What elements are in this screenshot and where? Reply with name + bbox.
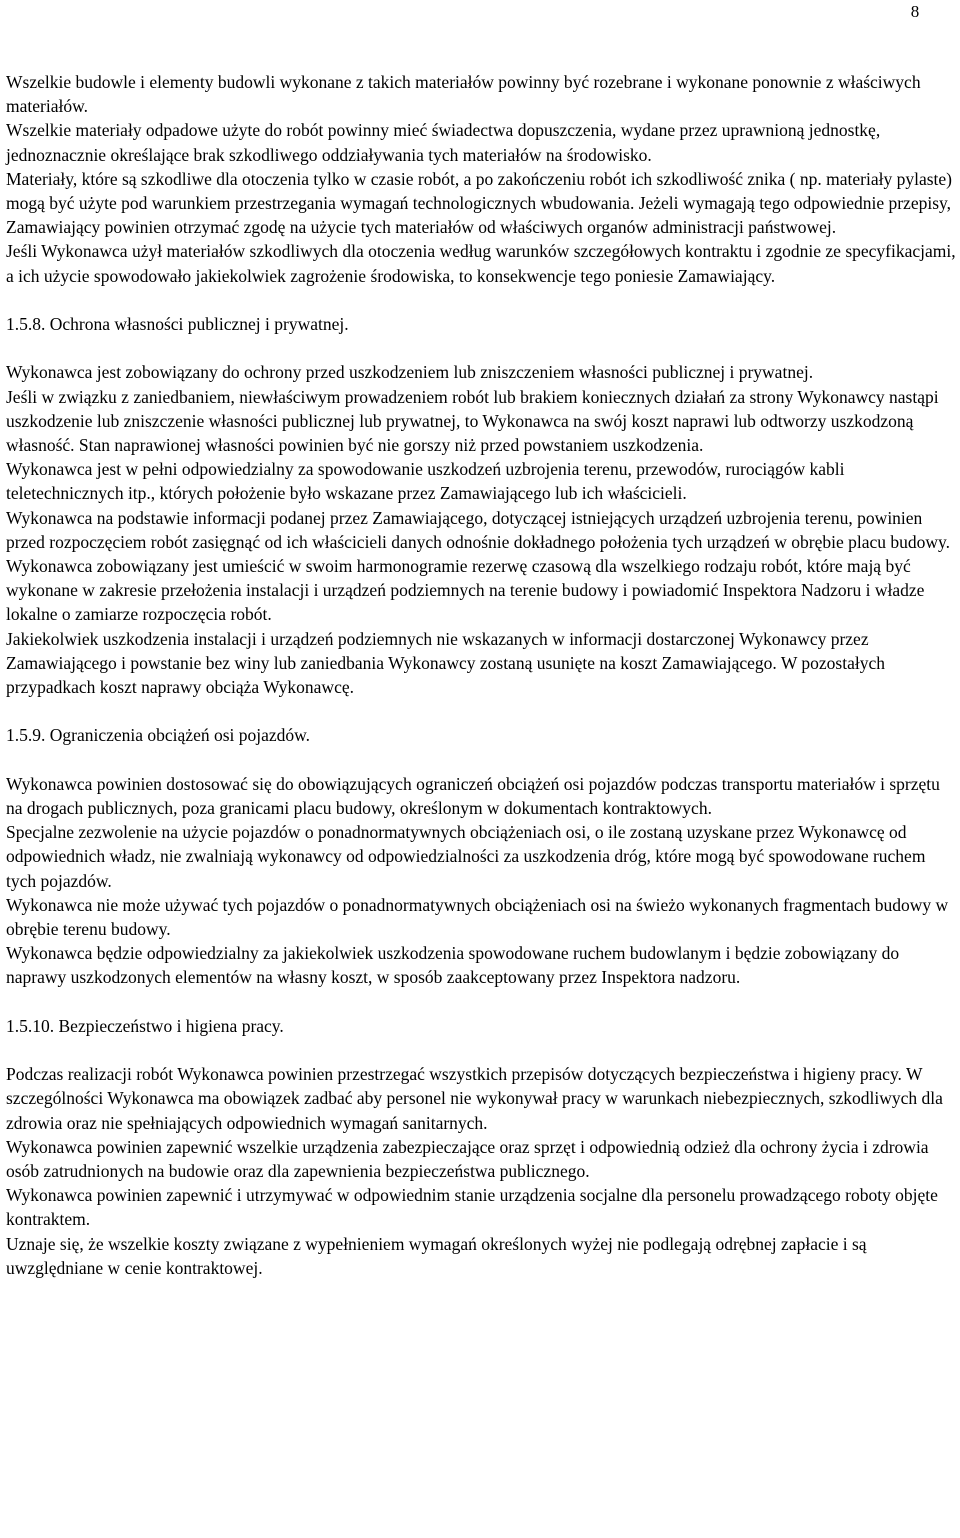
section-heading: 1.5.9. Ograniczenia obciążeń osi pojazdów. <box>6 725 311 746</box>
spacer <box>6 748 956 772</box>
spacer <box>6 699 956 723</box>
paragraph: Wykonawca jest zobowiązany do ochrony przed uszkodzeniem lub zniszczeniem własności publicznej i prywatnej. <box>6 362 814 383</box>
paragraph: Wykonawca nie może używać tych pojazdów o ponadnormatywnych obciążeniach osi na świeżo wykonanych fragmentach budowy w obrębie terenu budowy. <box>6 894 949 940</box>
paragraph: Wszelkie materiały odpadowe użyte do robót powinny mieć świadectwa dopuszczenia, wydane przez uprawnioną jednostkę, jednoznacznie określające brak szkodliwego oddziaływania tych materiałów na środowisko. <box>6 120 881 165</box>
paragraph: Uznaje się, że wszelkie koszty związane z wypełnieniem wymagań określonych wyżej nie podlegają odrębnej zapłacie i są uwzględniane w cenie kontraktowej. <box>6 1233 867 1278</box>
paragraph: Jakiekolwiek uszkodzenia instalacji i urządzeń podziemnych nie wskazanych w informacji dostarczonej Wykonawcy przez Zamawiającego i powstanie bez winy lub zaniedbania Wykonawcy zostaną usunięte na koszt Zamawiającego. W pozostałych przypadkach koszt naprawy obciąża Wykonawcę. <box>6 628 885 698</box>
paragraph: Wykonawca powinien dostosować się do obowiązujących ograniczeń obciążeń osi pojazdów podczas transportu materiałów i sprzętu na drogach publicznych, poza granicami placu budowy, określonym w dokumentach kontraktowych. <box>6 773 940 819</box>
paragraph: Podczas realizacji robót Wykonawca powinien przestrzegać wszystkich przepisów dotyczących bezpieczeństwa i higieny pracy. W szczególności Wykonawca ma obowiązek zadbać aby personel nie wykonywał pracy w warunkach niebezpiecznych, szkodliwych dla zdrowia oraz nie spełniających odpowiednich wymagań sanitarnych. <box>6 1064 943 1133</box>
page-number: 8 <box>910 2 920 21</box>
section-heading: 1.5.8. Ochrona własności publicznej i prywatnej. <box>6 314 349 335</box>
spacer <box>6 990 956 1014</box>
paragraph: Wszelkie budowle i elementy budowli wykonane z takich materiałów powinny być rozebrane i wykonane ponownie z właściwych materiałów. <box>6 72 921 117</box>
paragraph: Wykonawca zobowiązany jest umieścić w swoim harmonogramie rezerwę czasową dla wszelkiego rodzaju robót, które mają być wykonane w zakresie przełożenia instalacji i urządzeń podziemnych na terenie budowy i powiadomić Inspektora Nadzoru i władze lokalne o zamiarze rozpoczęcia robót. <box>6 556 925 625</box>
paragraph: Jeśli Wykonawca użył materiałów szkodliwych dla otoczenia według warunków szczegółowych kontraktu i zgodnie ze specyfikacjami, a ich użycie spowodowało jakiekolwiek zagrożenie środowiska, to konsekwencje tego poniesie Zamawiający. <box>6 241 956 286</box>
paragraph: Wykonawca powinien zapewnić wszelkie urządzenia zabezpieczające oraz sprzęt i odpowiednią odzież dla ochrony życia i zdrowia osób zatrudnionych na budowie oraz dla zapewnienia bezpieczeństwa publicznego. <box>6 1136 929 1182</box>
spacer <box>6 288 956 312</box>
paragraph: Wykonawca powinien zapewnić i utrzymywać w odpowiednim stanie urządzenia socjalne dla personelu prowadzącego roboty objęte kontraktem. <box>6 1185 938 1230</box>
section-heading: 1.5.10. Bezpieczeństwo i higiena pracy. <box>6 1015 284 1036</box>
paragraph: Specjalne zezwolenie na użycie pojazdów o ponadnormatywnych obciążeniach osi, o ile zostaną uzyskane przez Wykonawcę od odpowiednich władz, nie zwalniają wykonawcy od odpowiedzialności za uszkodzenia dróg, które mogą być spowodowane ruchem tych pojazdów. <box>6 822 926 891</box>
spacer <box>6 336 956 360</box>
paragraph: Materiały, które są szkodliwe dla otoczenia tylko w czasie robót, a po zakończeniu robót ich szkodliwość znika ( np. materiały pylaste) mogą być użyte pod warunkiem przestrzegania wymagań technologicznych wbudowania. Jeżeli wymagają tego odpowiednie przepisy, Zamawiający powinien otrzymać zgodę na użycie tych materiałów od właściwych organów administracji państwowej. <box>6 168 952 238</box>
paragraph: Jeśli w związku z zaniedbaniem, niewłaściwym prowadzeniem robót lub brakiem koniecznych działań za strony Wykonawcy nastąpi uszkodzenie lub zniszczenie własności publicznej lub prywatnej, to Wykonawca na swój koszt naprawi lub odtworzy uszkodzoną własność. Stan naprawionej własności powinien być nie gorszy niż przed powstaniem uszkodzenia. <box>6 386 939 456</box>
spacer <box>6 1038 956 1062</box>
paragraph: Wykonawca jest w pełni odpowiedzialny za spowodowanie uszkodzeń uzbrojenia terenu, przewodów, rurociągów kabli teletechnicznych itp., których położenie było wskazane przez Zamawiającego lub ich właścicieli. <box>6 459 845 504</box>
paragraph: Wykonawca na podstawie informacji podanej przez Zamawiającego, dotyczącej istniejących urządzeń uzbrojenia terenu, powinien przed rozpoczęciem robót zasięgnąć od ich właścicieli danych odnośnie dokładnego położenia tych urządzeń w obrębie placu budowy. <box>6 507 950 552</box>
document-body <box>6 70 956 1280</box>
paragraph: Wykonawca będzie odpowiedzialny za jakiekolwiek uszkodzenia spowodowane ruchem budowlanym i będzie zobowiązany do naprawy uszkodzonych elementów na własny koszt, w sposób zaakceptowany przez Inspektora nadzoru. <box>6 943 900 988</box>
